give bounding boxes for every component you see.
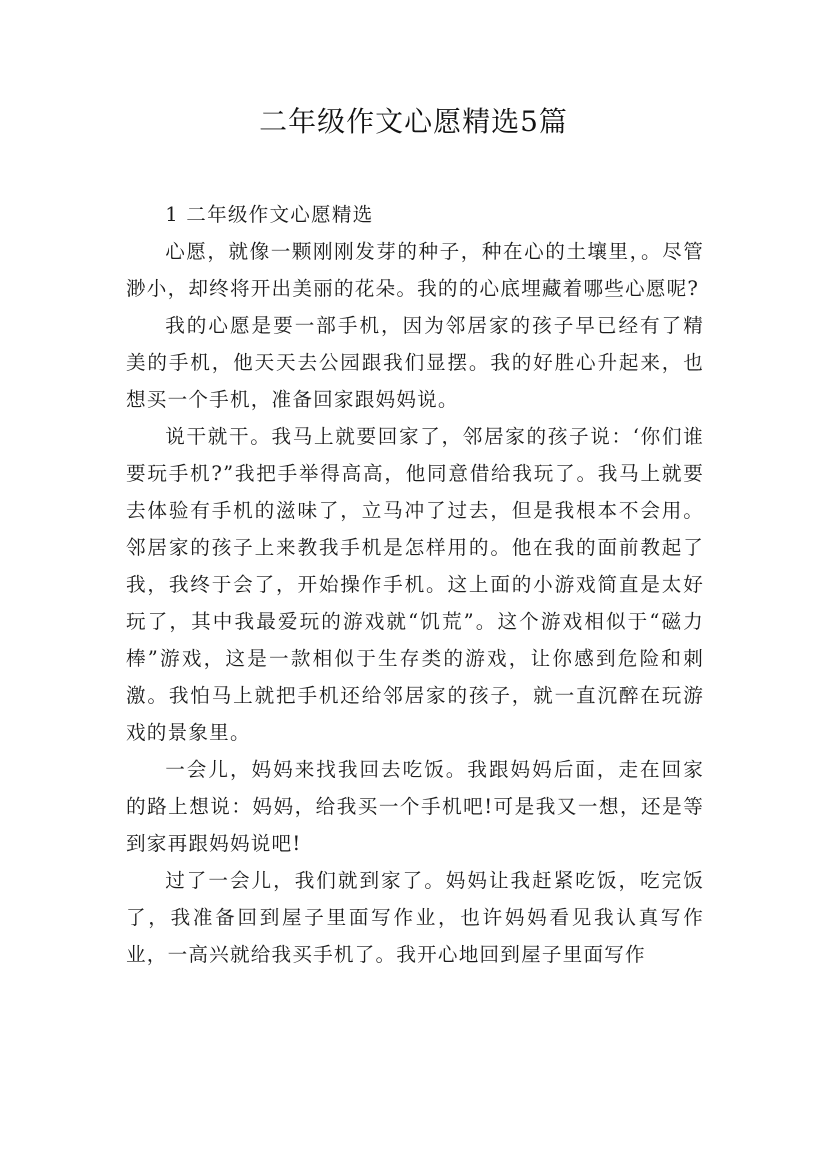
section-heading: 1 二年级作文心愿精选 xyxy=(165,203,374,226)
paragraph: 心愿，就像一颗刚刚发芽的种子，种在心的土壤里，。尽管渺小，却终将开出美丽的花朵。我的的心底埋藏着哪些心愿呢? xyxy=(126,240,704,300)
paragraph: 说干就干。我马上就要回家了，邻居家的孩子说：‘你们谁要玩手机?”我把手举得高高，他同意借给我玩了。我马上就要去体验有手机的滋味了，立马冲了过去，但是我根本不会用。邻居家的孩子上来教我手机是怎样用的。他在我的面前教起了我，我终于会了，开始操作手机。这上面的小游戏简直是太好玩了，其中我最爱玩的游戏就“饥荒”。这个游戏相似于“磁力棒”游戏，这是一款相似于生存类的游戏，让你感到危险和刺激。我怕马上就把手机还给邻居家的孩子，就一直沉醉在玩游戏的景象里。 xyxy=(126,425,704,744)
paragraph: 过了一会儿，我们就到家了。妈妈让我赶紧吃饭，吃完饭了，我准备回到屋子里面写作业，也许妈妈看见我认真写作业，一高兴就给我买手机了。我开心地回到屋子里面写作 xyxy=(126,869,704,966)
document-title: 二年级作文心愿精选5篇 xyxy=(259,105,568,138)
paragraph: 我的心愿是要一部手机，因为邻居家的孩子早已经有了精美的手机，他天天去公园跟我们显摆。我的好胜心升起来，也想买一个手机，准备回家跟妈妈说。 xyxy=(126,314,704,411)
paragraph: 一会儿，妈妈来找我回去吃饭。我跟妈妈后面，走在回家的路上想说：妈妈，给我买一个手机吧!可是我又一想，还是等到家再跟妈妈说吧! xyxy=(126,758,704,855)
document-body xyxy=(126,196,704,973)
